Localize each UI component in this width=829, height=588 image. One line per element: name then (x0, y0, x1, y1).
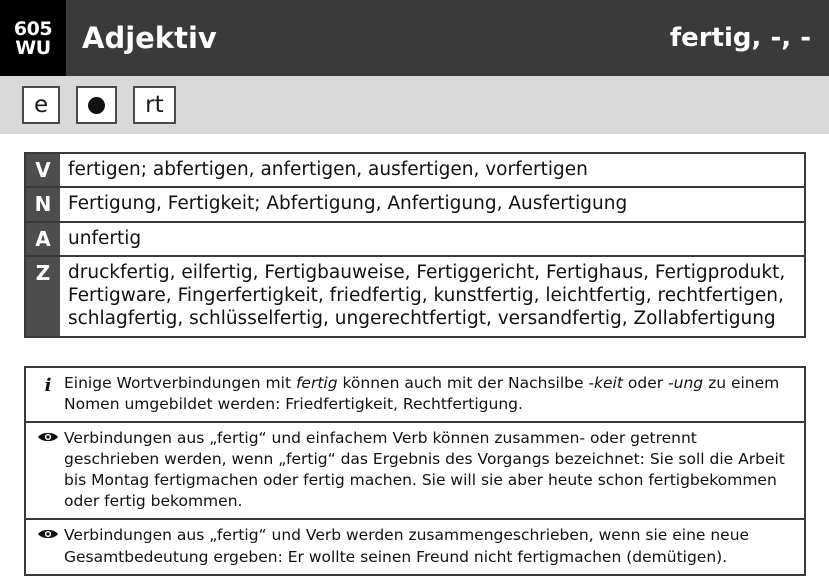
row-key-nomen: N (26, 188, 60, 220)
inflection-forms-row (0, 76, 829, 134)
form-label-e: e (34, 92, 49, 118)
page-header (0, 0, 829, 76)
form-box-dot (76, 86, 117, 124)
form-label-rt: rt (145, 92, 164, 118)
eye-icon (32, 525, 64, 541)
entry-number: 605 (13, 18, 53, 40)
bullet-icon (88, 97, 105, 114)
table-row (26, 223, 804, 257)
note-info-seg-4: -keit (588, 374, 623, 392)
table-row (26, 257, 804, 336)
row-value-verb: fertigen; abfertigen, anfertigen, ausfertigen, vorfertigen (68, 159, 588, 180)
note-info-seg-1: Einige Wortverbindungen mit (64, 374, 296, 392)
row-value-zusammensetzungen: druckfertig, eilfertig, Fertigbauweise, Fertiggericht, Fertighaus, Fertigprodukt, Fertigware, Fingerfertigkeit, friedfertig, kunstfertig, leichtfertig, rechtfertigen, schlagfertig, schlüsselfertig, ungerechtfertigt, versandfertig, Zollabfertigung (68, 261, 786, 330)
info-icon: i (44, 375, 52, 396)
header-title-bar (66, 0, 829, 76)
note-info-seg-6: -ung (668, 374, 704, 392)
table-row (26, 154, 804, 188)
table-row (26, 188, 804, 222)
row-key-adjektiv: A (26, 223, 60, 255)
note-observation-2-text: Verbindungen aus „fertig“ und Verb werden zusammengeschrieben, wenn sie eine neue Gesamtbedeutung ergeben: Er wollte seinen Freund nicht fertigmachen (demütigen). (64, 526, 750, 566)
word-family-table (24, 152, 806, 338)
note-info-seg-2: fertig (295, 374, 338, 392)
page-title: Adjektiv (82, 21, 217, 55)
note-info-seg-3: können auch mit der Nachsilbe (337, 374, 589, 392)
note-observation-2 (26, 520, 804, 573)
note-info-seg-5: oder (622, 374, 669, 392)
note-observation-1-text: Verbindungen aus „fertig“ und einfachem Verb können zusammen- oder getrennt geschrieben werden, wenn „fertig“ das Ergebnis des Vorgangs bezeichnet: Sie soll die Arbeit bis Montag fertigmachen oder fertig machen. Sie will sie aber heute schon fertigbekommen oder fertig bekommen. (64, 429, 785, 511)
form-box-e (22, 86, 60, 124)
note-info-seg-7: zu einem Nomen umgebildet werden: Friedfertigkeit, Rechtfertigung. (64, 374, 780, 414)
row-key-verb: V (26, 154, 60, 186)
notes-block (24, 366, 806, 576)
form-box-rt (133, 86, 175, 124)
note-info (26, 368, 804, 423)
entry-code: WU (15, 37, 51, 59)
entry-index-badge (0, 0, 66, 76)
note-observation-1 (26, 423, 804, 520)
row-value-nomen: Fertigung, Fertigkeit; Abfertigung, Anfertigung, Ausfertigung (68, 193, 628, 215)
row-key-zusammensetzungen: Z (26, 257, 60, 336)
note-info-text (64, 373, 798, 415)
eye-icon (32, 428, 64, 444)
row-value-adjektiv: unfertig (68, 227, 142, 249)
headword: fertig, -, - (669, 23, 811, 53)
